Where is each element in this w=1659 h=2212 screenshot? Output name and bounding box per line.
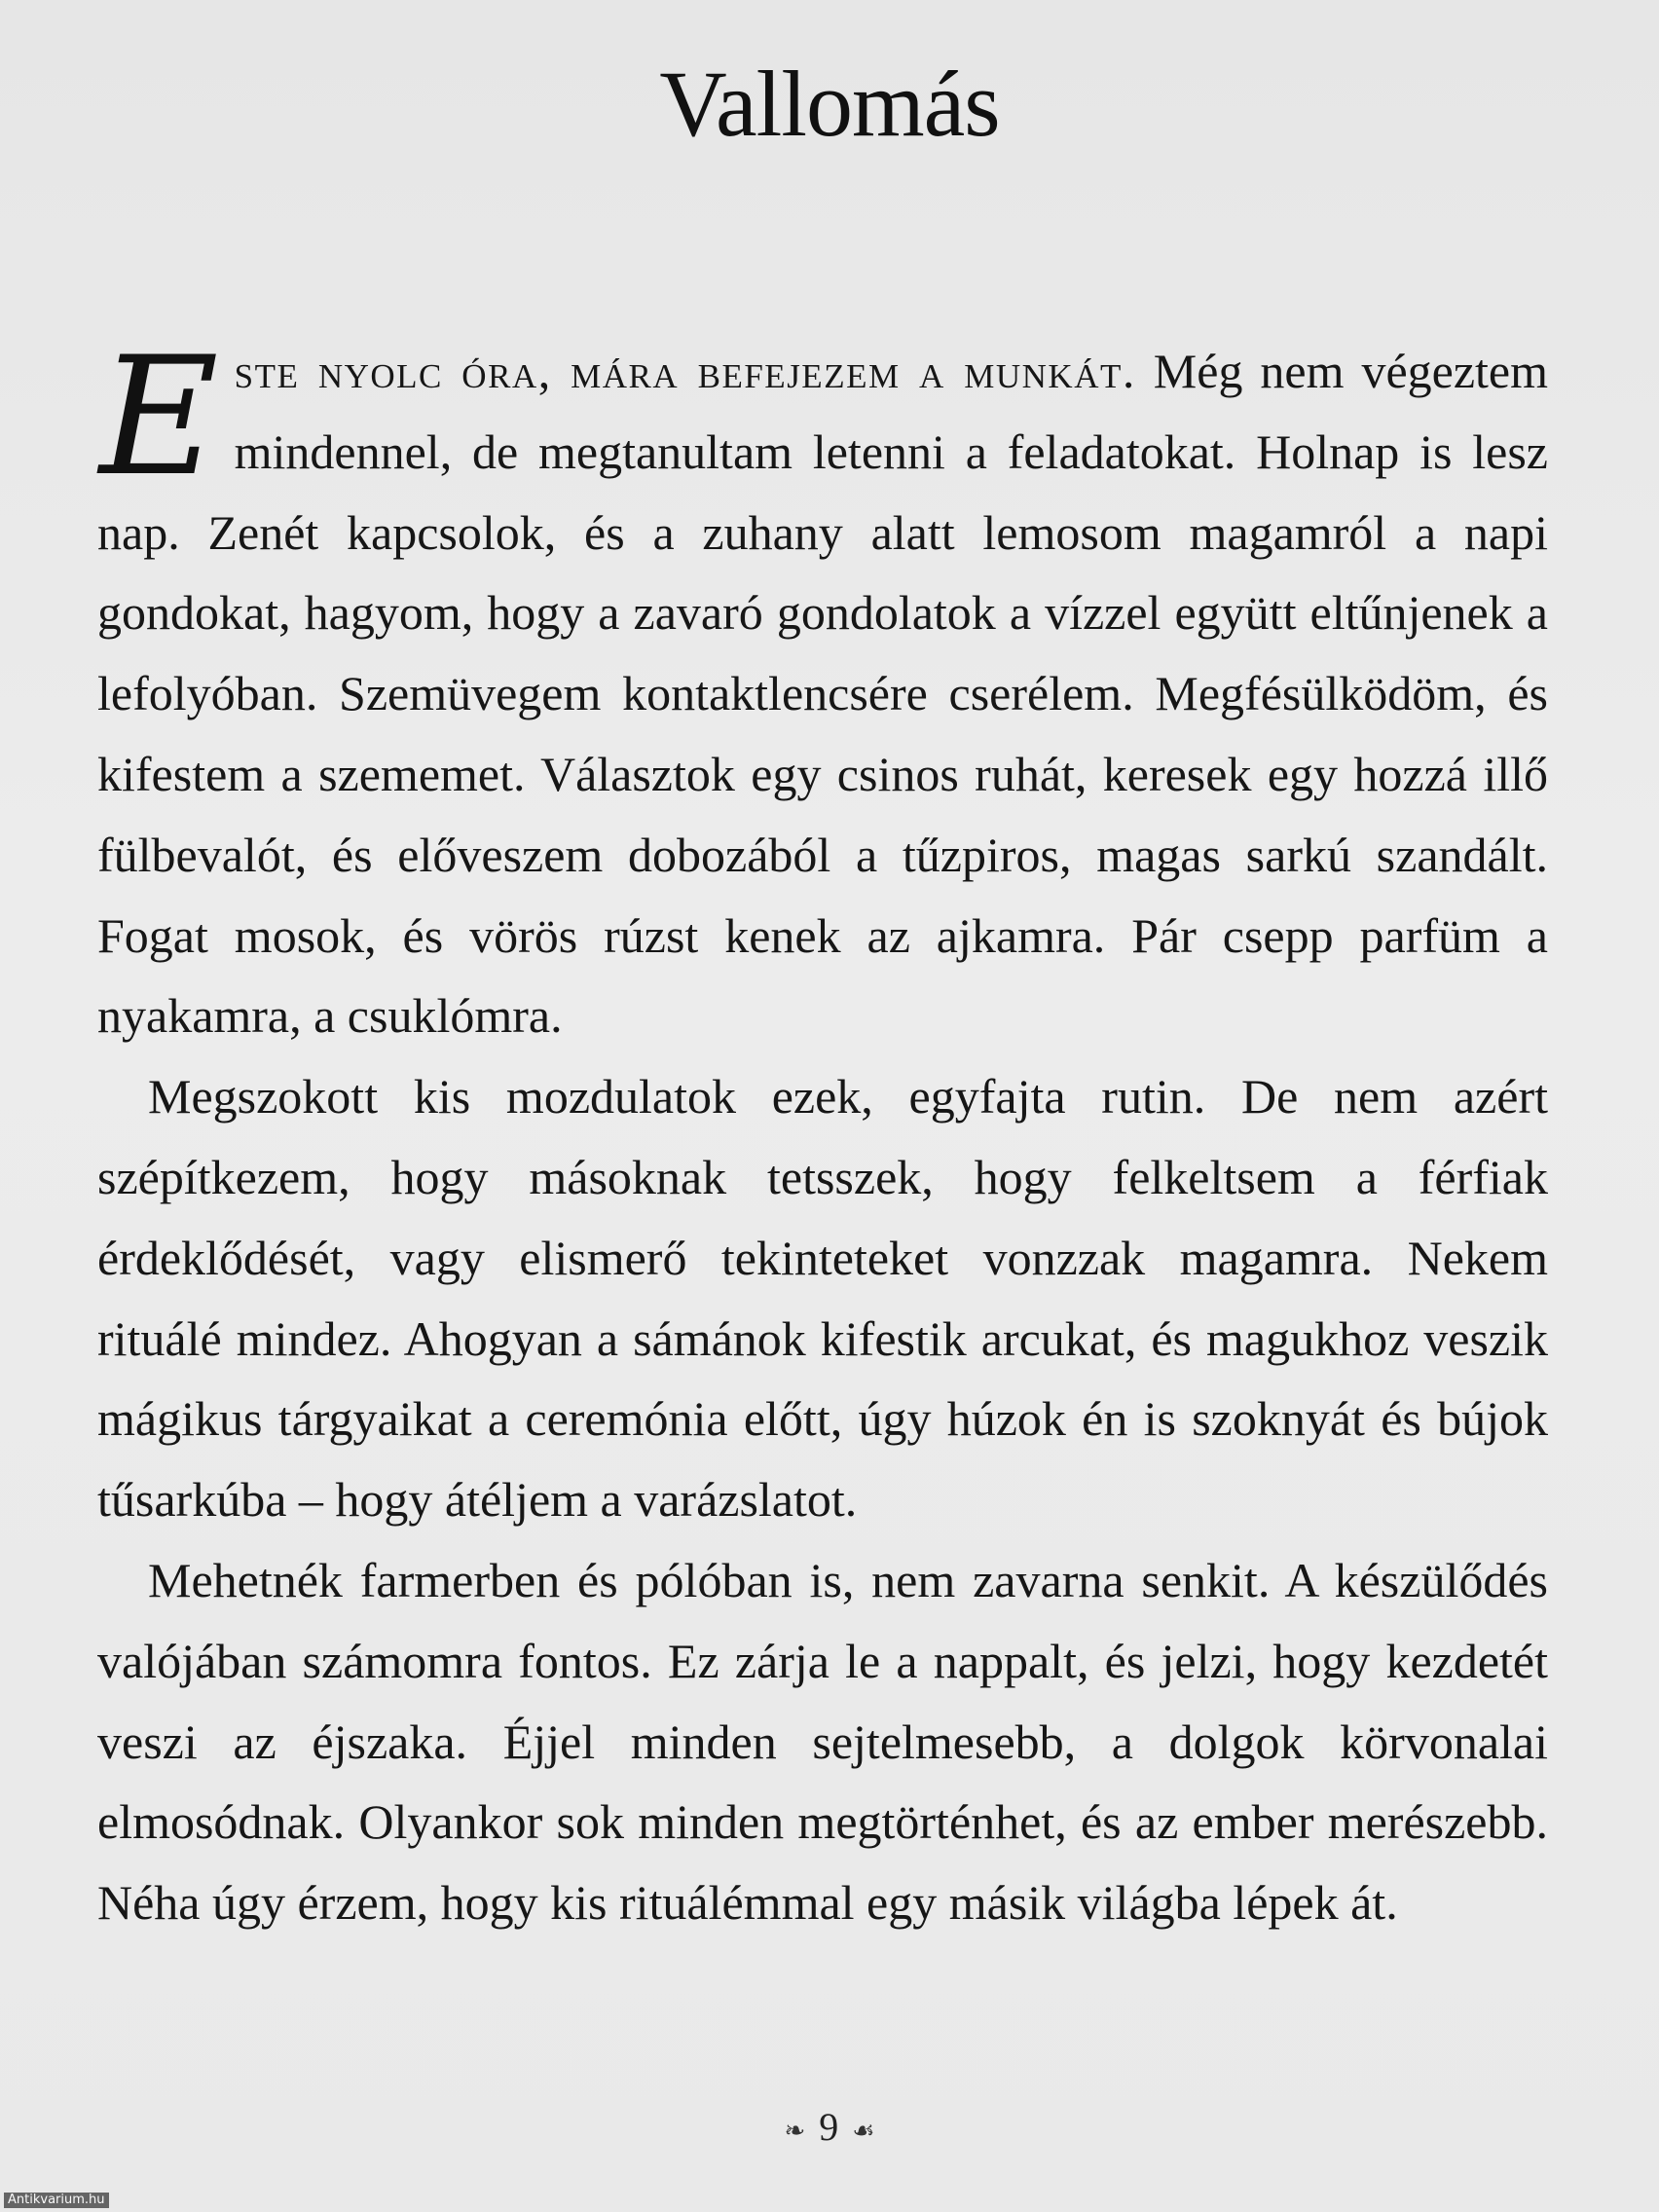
opening-small-caps: ste nyolc óra, mára befejezem a munkát. [234,344,1136,398]
ornament-right-icon: ☙ [852,2116,875,2145]
page-number: 9 [819,2105,839,2149]
body-text [97,321,1548,1943]
paragraph-1-text: Még nem végeztem mindennel, de megtanultam letenni a feladatokat. Holnap is lesz nap. Zenét kapcsolok, és a zuhany alatt lemosom magamról a napi gondokat, hagyom, hogy a zavaró gondolatok a vízzel együtt eltűnjenek a lefolyóban. Szemüvegem kontaktlencsére cserélem. Megfésülködöm, és kifestem a szememet. Választok egy csinos ruhát, keresek egy hozzá illő fülbevalót, és előveszem dobozából a tűzpiros, magas sarkú szandált. Fogat mosok, és vörös rúzst kenek az ajkamra. Pár csepp parfüm a nyakamra, a csuklómra. [97,344,1548,1044]
paragraph-3: Mehetnék farmerben és pólóban is, nem zavarna senkit. A készülődés valójában számomra fontos. Ez zárja le a nappalt, és jelzi, hogy kezdetét veszi az éjszaka. Éjjel minden sejtelmesebb, a dolgok körvonalai elmosódnak. Olyankor sok minden megtörténhet, és az ember merészebb. Néha úgy érzem, hogy kis rituálémmal egy másik világba lépek át. [97,1552,1548,1931]
chapter-title: Vallomás [659,52,1000,156]
paragraph-1 [97,321,1548,1056]
ornament-left-icon: ❧ [784,2116,806,2145]
paragraph-2: Megszokott kis mozdulatok ezek, egyfajta rutin. De nem azért szépítkezem, hogy másoknak tetsszek, hogy felkeltsem a férfiak érdeklődését, vagy elismerő tekinteteket vonzzak magamra. Nekem rituálé mindez. Ahogyan a sámánok kifestik arcukat, és magukhoz veszik mágikus tárgyaikat a ceremónia előtt, úgy húzok én is szoknyát és bújok tűsarkúba – hogy átéljem a varázslatot. [97,1069,1548,1528]
page-footer [0,2103,1659,2156]
drop-cap: E [99,321,219,512]
watermark: Antikvarium.hu [4,2193,109,2208]
